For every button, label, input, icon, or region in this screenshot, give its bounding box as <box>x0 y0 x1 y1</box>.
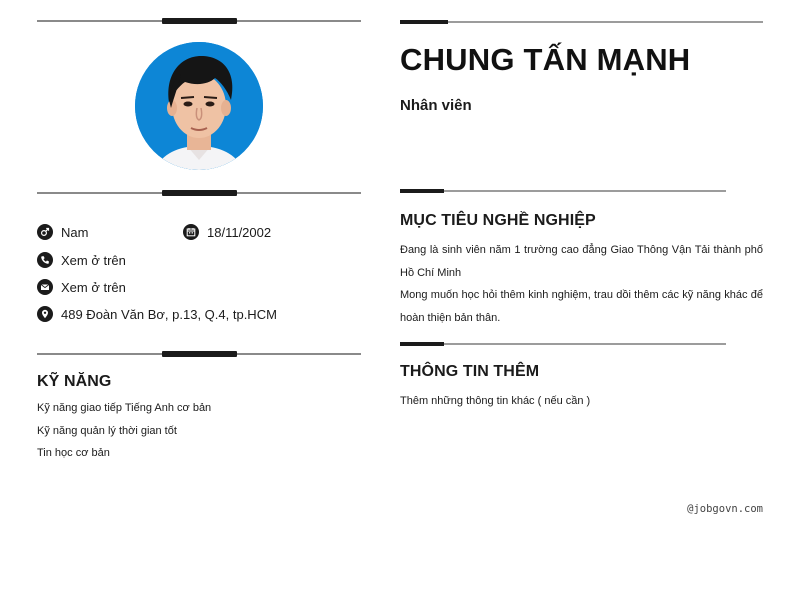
candidate-name: CHUNG TẤN MẠNH <box>400 42 691 77</box>
skill-item: Kỹ năng quản lý thời gian tốt <box>37 425 177 437</box>
info-birthday <box>183 224 271 240</box>
info-address <box>37 306 277 322</box>
objective-text <box>400 239 763 329</box>
left-skills-divider <box>37 353 361 355</box>
email-icon <box>37 279 53 295</box>
site-watermark: @jobgovn.com <box>687 503 763 515</box>
additional-title: THÔNG TIN THÊM <box>400 363 540 380</box>
gender-icon <box>37 224 53 240</box>
objective-paragraph: Mong muốn học hỏi thêm kinh nghiệm, trau dồi thêm các kỹ năng khác để hoàn thiện bản thân. <box>400 289 763 324</box>
skills-title: KỸ NĂNG <box>37 373 112 390</box>
email-value: Xem ở trên <box>61 279 126 295</box>
info-phone <box>37 252 126 268</box>
portrait-photo <box>135 42 263 170</box>
address-value: 489 Đoàn Văn Bơ, p.13, Q.4, tp.HCM <box>61 306 277 322</box>
info-email <box>37 279 126 295</box>
location-icon <box>37 306 53 322</box>
phone-value: Xem ở trên <box>61 252 126 268</box>
info-gender <box>37 224 88 240</box>
objective-title: MỤC TIÊU NGHỀ NGHIỆP <box>400 212 596 229</box>
additional-divider <box>400 343 726 345</box>
left-top-divider <box>37 20 361 22</box>
left-mid-divider <box>37 192 361 194</box>
gender-value: Nam <box>61 224 89 240</box>
additional-text: Thêm những thông tin khác ( nếu cần ) <box>400 395 591 407</box>
right-top-divider <box>400 21 763 23</box>
birthday-value: 18/11/2002 <box>207 224 272 240</box>
phone-icon <box>37 252 53 268</box>
objective-divider <box>400 190 726 192</box>
candidate-position: Nhân viên <box>400 97 472 114</box>
objective-paragraph: Đang là sinh viên năm 1 trường cao đẳng Giao Thông Vận Tải thành phố Hồ Chí Minh <box>400 244 763 279</box>
skill-item: Tin học cơ bản <box>37 447 110 459</box>
avatar <box>135 42 263 170</box>
skill-item: Kỹ năng giao tiếp Tiếng Anh cơ bản <box>37 402 212 414</box>
calendar-icon <box>183 224 199 240</box>
